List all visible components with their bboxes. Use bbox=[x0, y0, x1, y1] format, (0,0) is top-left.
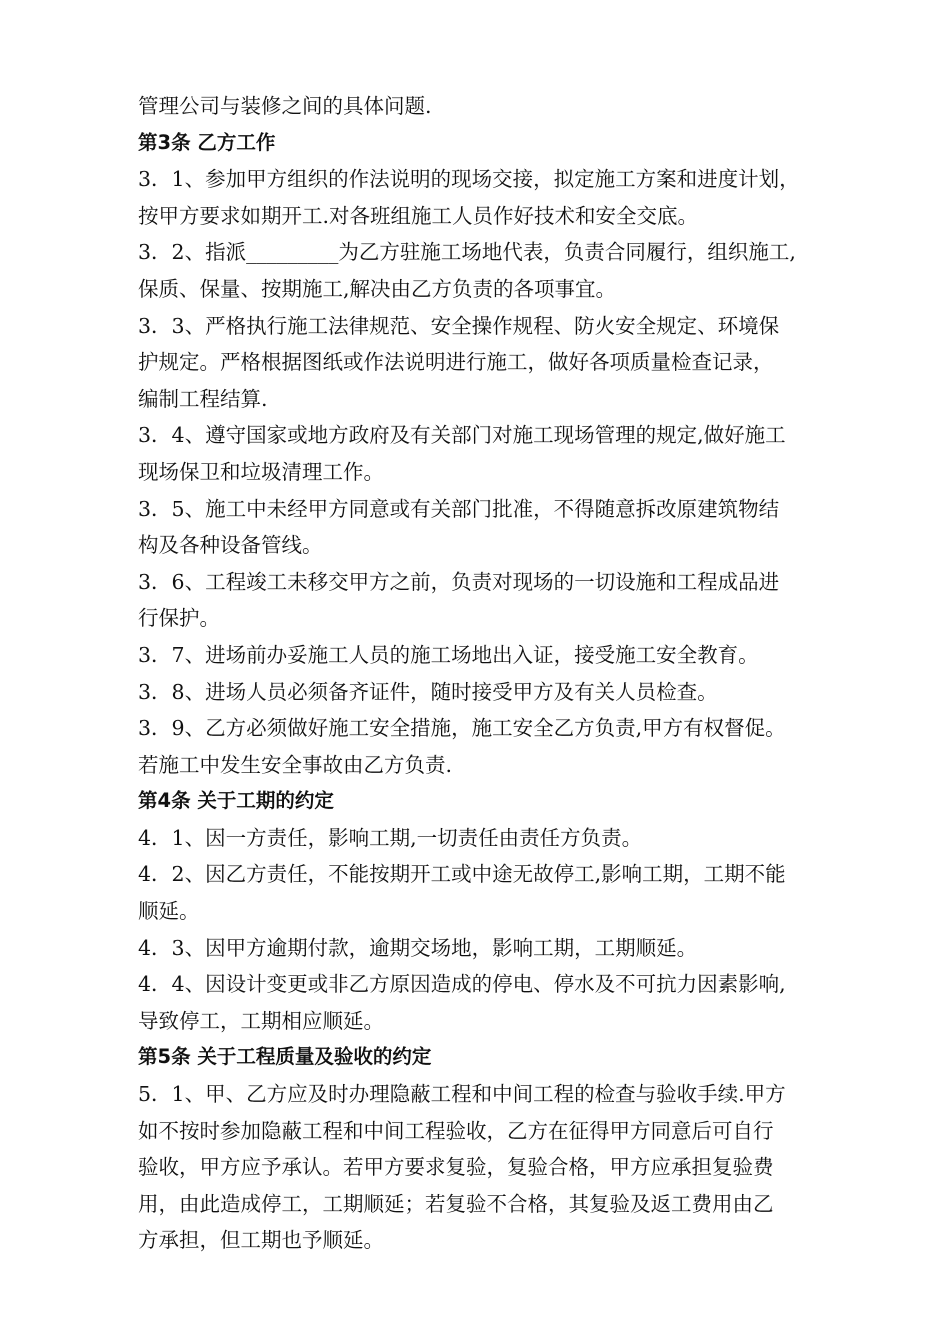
text-line-3-4b: 现场保卫和垃圾清理工作。 bbox=[138, 459, 384, 484]
text-line-1: 管理公司与装修之间的具体问题. bbox=[138, 94, 432, 118]
text-line-3-8: 3．8、进场人员必须备齐证件，随时接受甲方及有关人员检查。 bbox=[138, 679, 718, 704]
text-line-4-2a: 4．2、因乙方责任，不能按期开工或中途无故停工,影响工期，工期不能 bbox=[138, 862, 786, 887]
text-line-3-9a: 3．9、乙方必须做好施工安全措施，施工安全乙方负责,甲方有权督促。 bbox=[138, 716, 786, 741]
document-page bbox=[138, 88, 858, 1259]
text-line-4-4b: 导致停工，工期相应顺延。 bbox=[138, 1008, 384, 1033]
text-line-3-7: 3．7、进场前办妥施工人员的施工场地出入证，接受施工安全教育。 bbox=[138, 642, 759, 667]
text-line-5-1d: 用，由此造成停工，工期顺延；若复验不合格，其复验及返工费用由乙 bbox=[138, 1191, 774, 1216]
text-line-5-1e: 方承担，但工期也予顺延。 bbox=[138, 1228, 384, 1253]
text-line-3-9b: 若施工中发生安全事故由乙方负责. bbox=[138, 752, 453, 777]
text-line-3-5a: 3．5、施工中未经甲方同意或有关部门批准，不得随意拆改原建筑物结 bbox=[138, 496, 780, 521]
article-5-heading: 第5条 关于工程质量及验收的约定 bbox=[138, 1045, 432, 1069]
article-3-heading: 第3条 乙方工作 bbox=[138, 130, 276, 154]
text-line-3-3c: 编制工程结算. bbox=[138, 386, 268, 411]
text-line-3-6b: 行保护。 bbox=[138, 606, 220, 631]
text-line-5-1b: 如不按时参加隐蔽工程和中间工程验收，乙方在征得甲方同意后可自行 bbox=[138, 1118, 774, 1143]
text-line-4-3: 4．3、因甲方逾期付款，逾期交场地，影响工期，工期顺延。 bbox=[138, 935, 698, 960]
text-line-4-2b: 顺延。 bbox=[138, 899, 200, 924]
text-line-3-5b: 构及各种设备管线。 bbox=[138, 533, 323, 558]
article-4-heading: 第4条 关于工期的约定 bbox=[138, 789, 334, 813]
text-line-3-3a: 3．3、严格执行施工法律规范、安全操作规程、防火安全规定、环境保 bbox=[138, 313, 780, 338]
text-line-4-1: 4．1、因一方责任，影响工期,一切责任由责任方负责。 bbox=[138, 825, 643, 850]
text-line-3-6a: 3．6、工程竣工未移交甲方之前，负责对现场的一切设施和工程成品进 bbox=[138, 569, 780, 594]
text-line-5-1a: 5．1、甲、乙方应及时办理隐蔽工程和中间工程的检查与验收手续.甲方 bbox=[138, 1082, 786, 1107]
text-line-3-2a: 3．2、指派_________为乙方驻施工场地代表，负责合同履行，组织施工, bbox=[138, 240, 796, 265]
text-line-3-1b: 按甲方要求如期开工.对各班组施工人员作好技术和安全交底。 bbox=[138, 203, 699, 228]
text-line-3-1a: 3．1、参加甲方组织的作法说明的现场交接，拟定施工方案和进度计划， bbox=[138, 167, 800, 192]
text-line-4-4a: 4．4、因设计变更或非乙方原因造成的停电、停水及不可抗力因素影响, bbox=[138, 972, 786, 997]
text-line-3-2b: 保质、保量、按期施工,解决由乙方负责的各项事宜。 bbox=[138, 276, 617, 301]
text-line-3-3b: 护规定。严格根据图纸或作法说明进行施工，做好各项质量检查记录， bbox=[138, 350, 774, 375]
text-line-5-1c: 验收，甲方应予承认。若甲方要求复验，复验合格，甲方应承担复验费 bbox=[138, 1155, 774, 1180]
text-line-3-4a: 3．4、遵守国家或地方政府及有关部门对施工现场管理的规定,做好施工 bbox=[138, 423, 786, 448]
